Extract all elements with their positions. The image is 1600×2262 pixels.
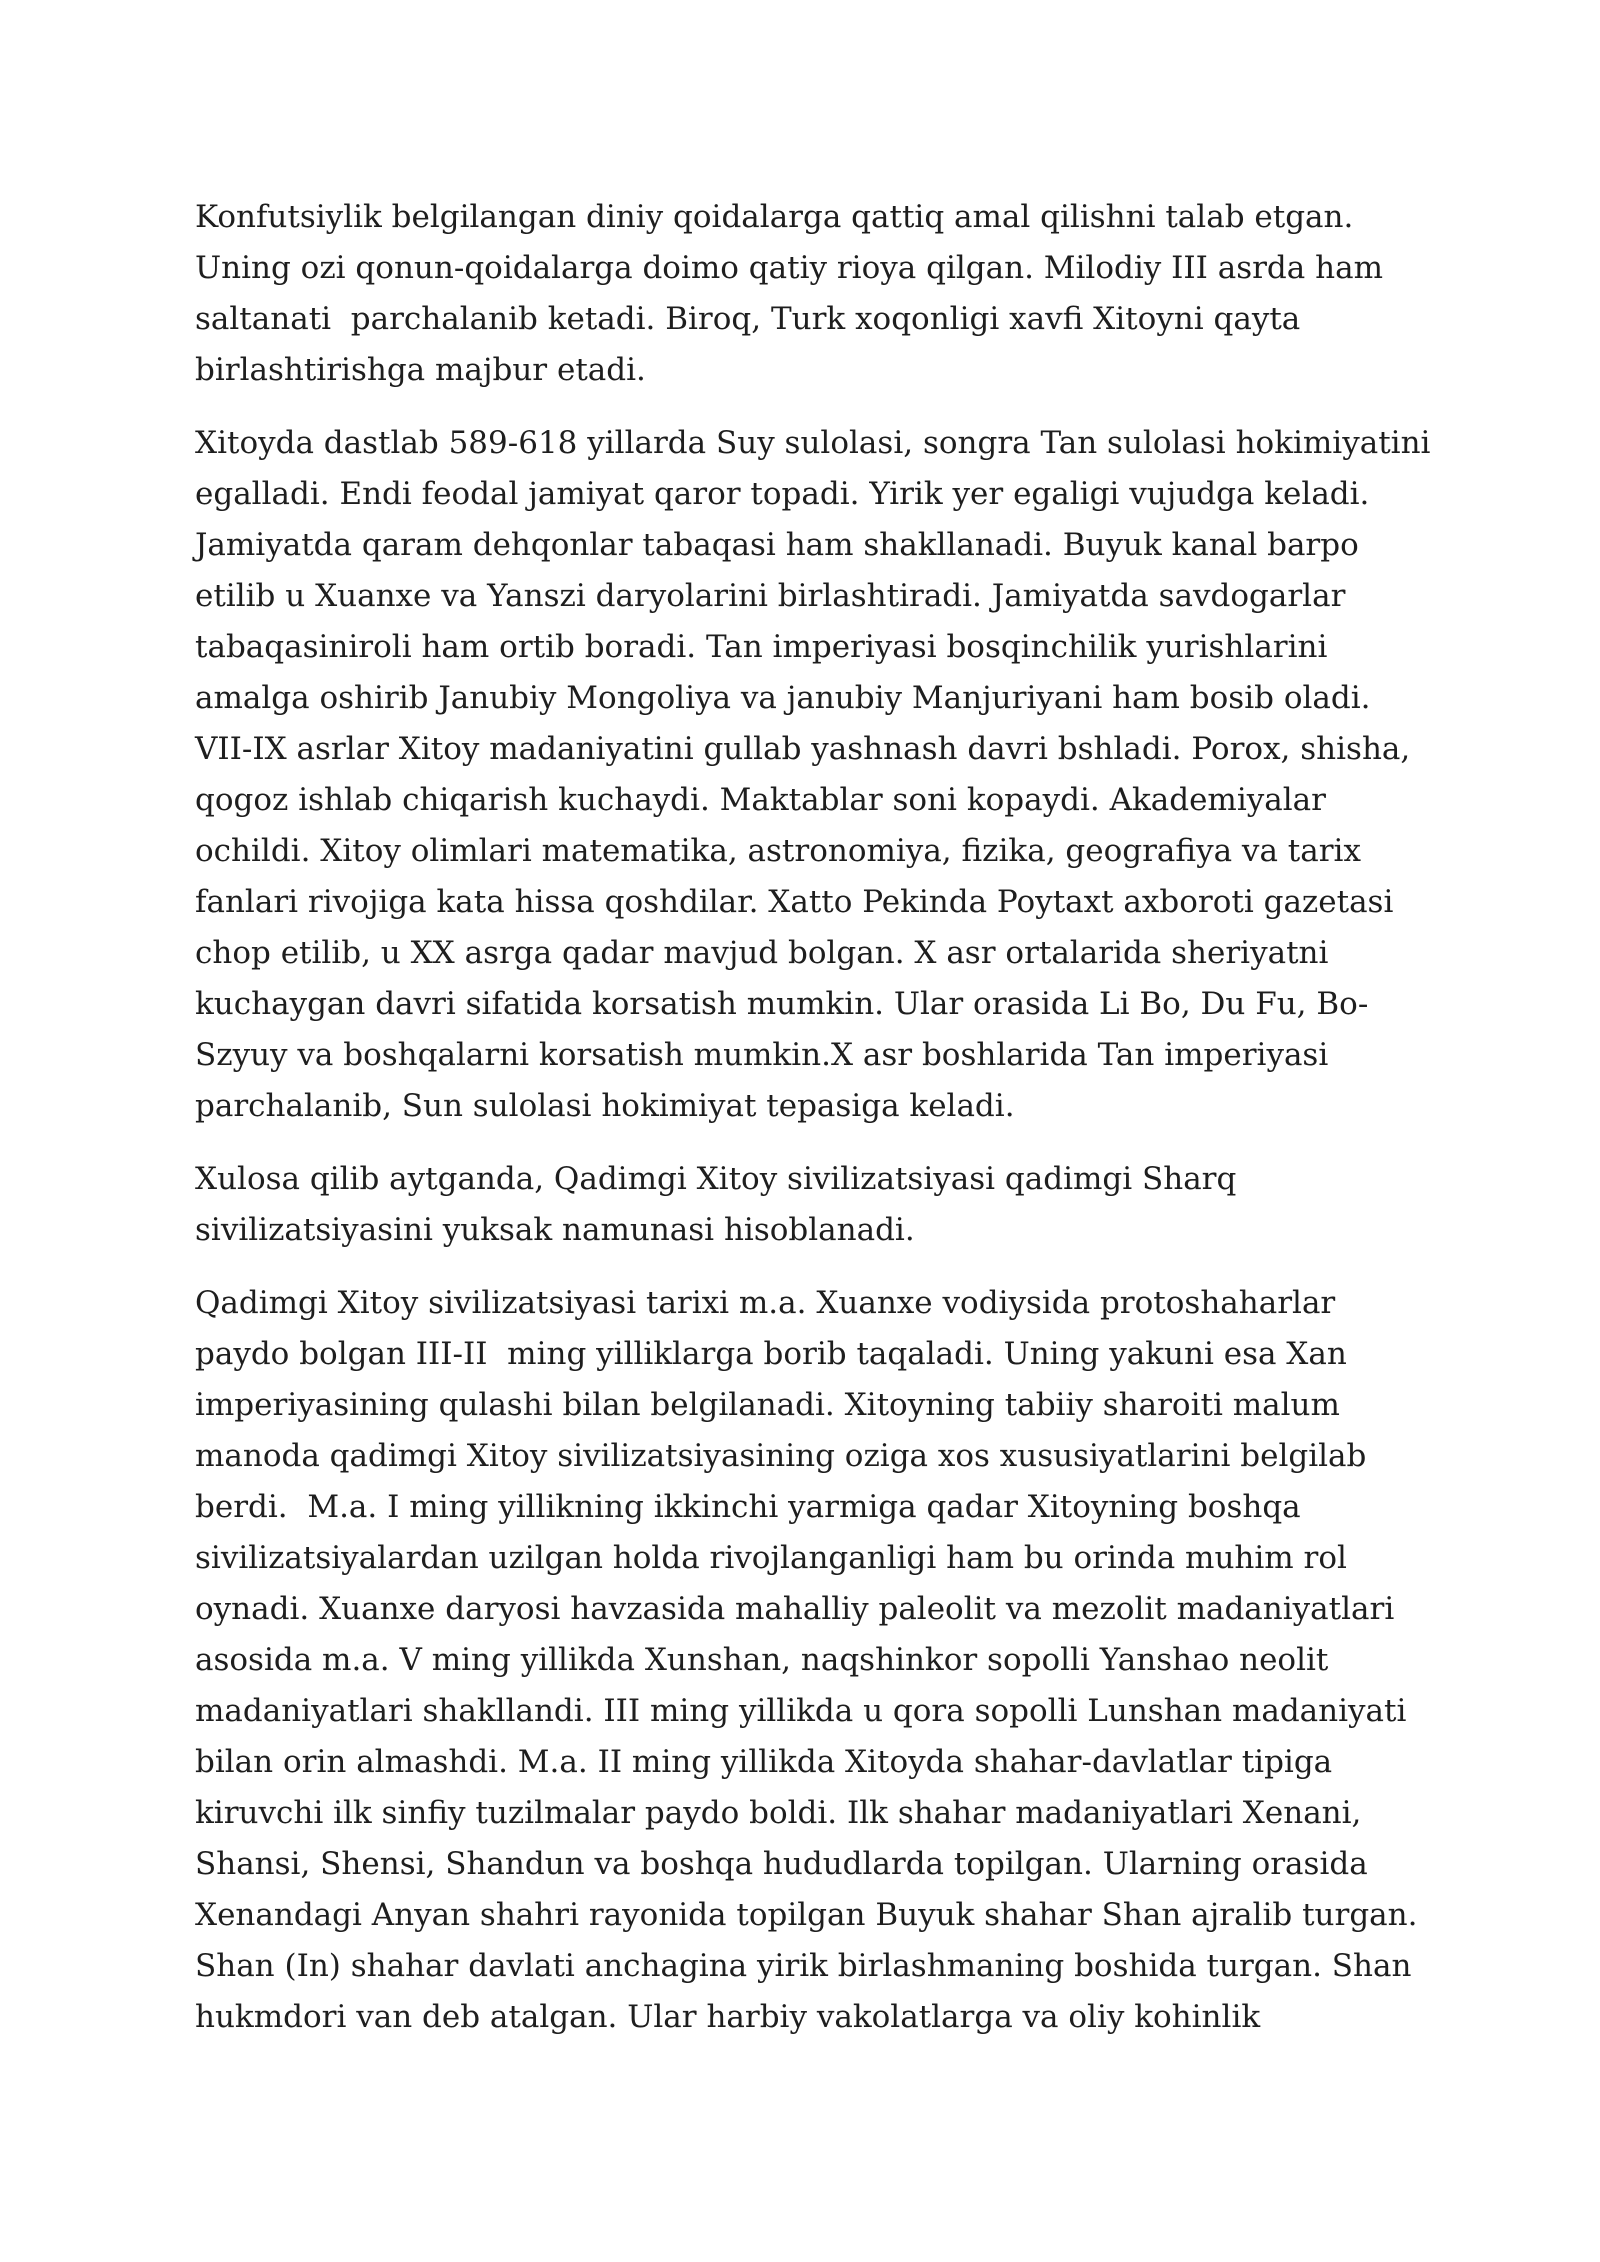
text-line: kiruvchi ilk sinfiy tuzilmalar paydo boldi. Ilk shahar madaniyatlari Xenani, bbox=[195, 1795, 1362, 1831]
text-line: fanlari rivojiga kata hissa qoshdilar. Xatto Pekinda Poytaxt axboroti gazetasi bbox=[195, 884, 1394, 920]
text-line: sivilizatsiyasini yuksak namunasi hisoblanadi. bbox=[195, 1212, 915, 1248]
text-line: parchalanib, Sun sulolasi hokimiyat tepasiga keladi. bbox=[195, 1088, 1015, 1124]
text-line: kuchaygan davri sifatida korsatish mumkin. Ular orasida Li Bo, Du Fu, Bo- bbox=[195, 986, 1369, 1022]
text-line: Jamiyatda qaram dehqonlar tabaqasi ham shakllanadi. Buyuk kanal barpo bbox=[195, 527, 1359, 563]
text-line: chop etilib, u XX asrga qadar mavjud bolgan. X asr ortalarida sheriyatni bbox=[195, 935, 1329, 971]
text-line: Xitoyda dastlab 589-618 yillarda Suy sulolasi, songra Tan sulolasi hokimiyatini bbox=[195, 425, 1431, 461]
document-body bbox=[195, 192, 1435, 2065]
paragraph-3 bbox=[195, 1154, 1435, 1256]
paragraph-2 bbox=[195, 418, 1435, 1132]
text-line: Uning ozi qonun-qoidalarga doimo qatiy rioya qilgan. Milodiy III asrda ham bbox=[195, 250, 1383, 286]
text-line: sivilizatsiyalardan uzilgan holda rivojlanganligi ham bu orinda muhim rol bbox=[195, 1540, 1347, 1576]
text-line: hukmdori van deb atalgan. Ular harbiy vakolatlarga va oliy kohinlik bbox=[195, 1999, 1261, 2035]
text-line: Xenandagi Anyan shahri rayonida topilgan Buyuk shahar Shan ajralib turgan. bbox=[195, 1897, 1418, 1933]
text-line: VII-IX asrlar Xitoy madaniyatini gullab yashnash davri bshladi. Porox, shisha, bbox=[195, 731, 1411, 767]
text-line: tabaqasiniroli ham ortib boradi. Tan imperiyasi bosqinchilik yurishlarini bbox=[195, 629, 1328, 665]
text-line: ochildi. Xitoy olimlari matematika, astronomiya, fizika, geografiya va tarix bbox=[195, 833, 1361, 869]
text-line: Shansi, Shensi, Shandun va boshqa hududlarda topilgan. Ularning orasida bbox=[195, 1846, 1368, 1882]
text-line: birlashtirishga majbur etadi. bbox=[195, 352, 646, 388]
text-line: amalga oshirib Janubiy Mongoliya va janubiy Manjuriyani ham bosib oladi. bbox=[195, 680, 1371, 716]
text-line: imperiyasining qulashi bilan belgilanadi. Xitoyning tabiiy sharoiti malum bbox=[195, 1387, 1340, 1423]
text-line: egalladi. Endi feodal jamiyat qaror topadi. Yirik yer egaligi vujudga keladi. bbox=[195, 476, 1370, 512]
text-line: Shan (In) shahar davlati anchagina yirik birlashmaning boshida turgan. Shan bbox=[195, 1948, 1412, 1984]
text-line: qogoz ishlab chiqarish kuchaydi. Maktablar soni kopaydi. Akademiyalar bbox=[195, 782, 1326, 818]
text-line: Qadimgi Xitoy sivilizatsiyasi tarixi m.a. Xuanxe vodiysida protoshaharlar bbox=[195, 1285, 1336, 1321]
text-line: Szyuy va boshqalarni korsatish mumkin.X asr boshlarida Tan imperiyasi bbox=[195, 1037, 1329, 1073]
text-line: Xulosa qilib aytganda, Qadimgi Xitoy sivilizatsiyasi qadimgi Sharq bbox=[195, 1161, 1237, 1197]
paragraph-4 bbox=[195, 1278, 1435, 2043]
text-line: paydo bolgan III-II ming yilliklarga borib taqaladi. Uning yakuni esa Xan bbox=[195, 1336, 1347, 1372]
text-line: manoda qadimgi Xitoy sivilizatsiyasining oziga xos xususiyatlarini belgilab bbox=[195, 1438, 1367, 1474]
text-line: asosida m.a. V ming yillikda Xunshan, naqshinkor sopolli Yanshao neolit bbox=[195, 1642, 1329, 1678]
text-line: berdi. M.a. I ming yillikning ikkinchi yarmiga qadar Xitoyning boshqa bbox=[195, 1489, 1301, 1525]
text-line: bilan orin almashdi. M.a. II ming yillikda Xitoyda shahar-davlatlar tipiga bbox=[195, 1744, 1333, 1780]
text-line: madaniyatlari shakllandi. III ming yillikda u qora sopolli Lunshan madaniyati bbox=[195, 1693, 1407, 1729]
text-line: Konfutsiylik belgilangan diniy qoidalarga qattiq amal qilishni talab etgan. bbox=[195, 199, 1354, 235]
text-line: saltanati parchalanib ketadi. Biroq, Turk xoqonligi xavfi Xitoyni qayta bbox=[195, 301, 1301, 337]
paragraph-1 bbox=[195, 192, 1435, 396]
text-line: etilib u Xuanxe va Yanszi daryolarini birlashtiradi. Jamiyatda savdogarlar bbox=[195, 578, 1346, 614]
text-line: oynadi. Xuanxe daryosi havzasida mahalliy paleolit va mezolit madaniyatlari bbox=[195, 1591, 1395, 1627]
